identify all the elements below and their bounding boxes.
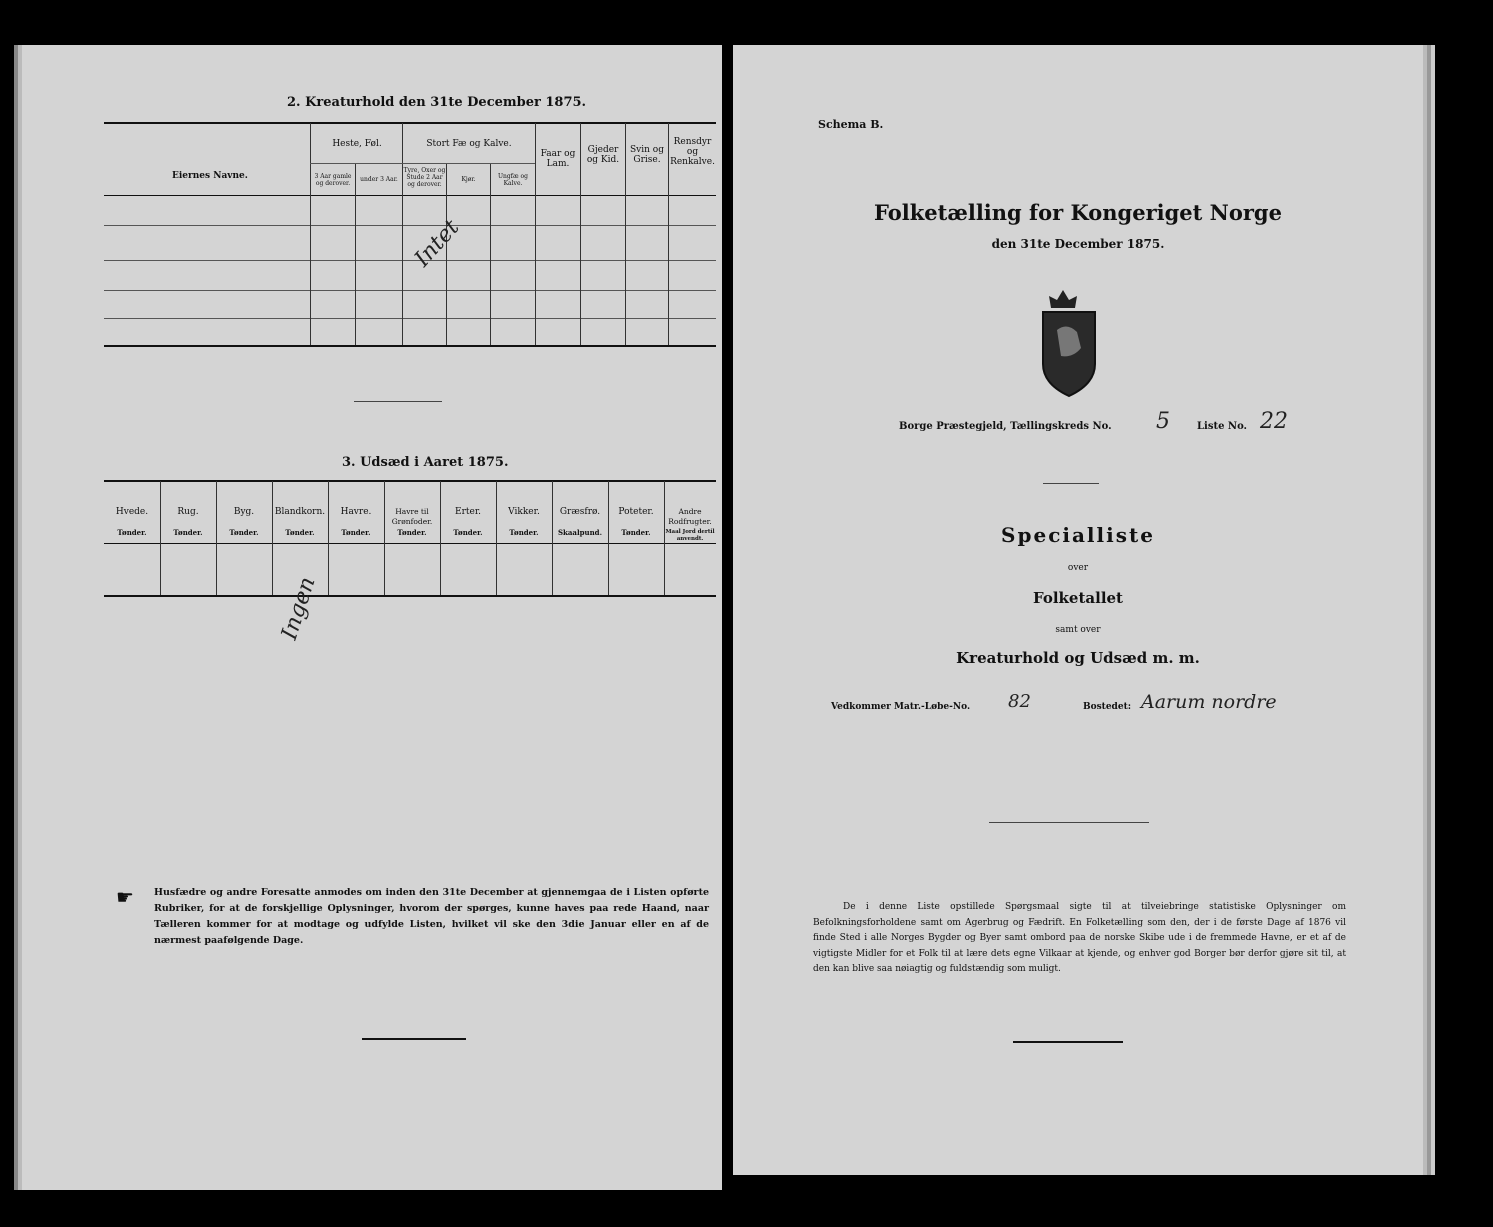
udsaed-col-unit: Tønder. [117,528,147,537]
udsaed-col-divider [440,481,441,595]
udsaed-col-unit: Tønder. [453,528,483,537]
date-line: den 31te December 1875. [991,237,1165,251]
udsaed-col-unit: Tønder. [341,528,371,537]
section3-title: 3. Udsæd i Aaret 1875. [342,455,509,470]
udsaed-col-name: Blandkorn. [274,507,326,517]
udsaed-col-name: Poteter. [618,507,654,517]
liste-label: Liste No. [1197,421,1248,432]
pointing-hand-icon: ☛ [116,885,134,909]
udsaed-col-name: Havre til Grønfoder. [391,507,433,526]
udsaed-col-name: Vikker. [508,507,540,517]
udsaed-col-unit: Maal Jord dertil anvendt. [665,529,715,542]
udsaed-col-name: Byg. [233,507,255,517]
faar-header: Faar og Lam. [540,149,576,169]
main-title: Folketælling for Kongeriget Norge [874,200,1282,225]
kreaturhold-heading: Kreaturhold og Udsæd m. m. [956,649,1200,667]
owner-header: Eiernes Navne. [172,171,248,181]
heste-sub1: 3 Aar gamle og derover. [314,173,352,187]
svin-header: Svin og Grise. [630,145,664,165]
udsaed-col-divider [608,481,609,595]
gjeder-header: Gjeder og Kid. [586,145,620,165]
udsaed-col-name: Græsfrø. [559,507,601,517]
liste-number: 22 [1260,409,1288,434]
udsaed-col-divider [496,481,497,595]
stort-sub3: Ungfæ og Kalve. [498,173,528,187]
udsaed-col-unit: Tønder. [229,528,259,537]
schema-label: Schema B. [818,118,884,131]
udsaed-col-divider [664,481,665,595]
heste-header: Heste, Føl. [332,139,382,149]
rensdyr-header: Rensdyr og Renkalve. [670,137,715,167]
udsaed-col-unit: Tønder. [285,528,315,537]
stort-header: Stort Fæ og Kalve. [426,139,512,149]
udsaed-col-divider [384,481,385,595]
udsaed-col-name: Hvede. [115,507,149,517]
udsaed-col-divider [328,481,329,595]
left-page [22,45,722,1190]
district-label: Borge Præstegjeld, Tællingskreds No. [899,421,1112,432]
udsaed-col-unit: Tønder. [509,528,539,537]
udsaed-col-unit: Tønder. [397,528,427,537]
udsaed-col-divider [272,481,273,595]
handwriting-intet: Intet [410,215,465,272]
folketallet-heading: Folketallet [1033,589,1123,607]
district-number: 5 [1156,409,1170,434]
bosted-value: Aarum nordre [1141,691,1277,713]
handwriting-ingen: Ingen [277,573,321,643]
udsaed-col-unit: Tønder. [173,528,203,537]
heste-sub2: under 3 Aar. [360,176,398,183]
samt-over-text: samt over [1055,625,1101,635]
stort-sub1: Tyre, Oxer og Stude 2 Aar og derover. [403,167,446,188]
specialliste-heading: Specialliste [1001,523,1155,547]
udsaed-col-divider [552,481,553,595]
right-page [733,45,1423,1175]
bosted-label: Bostedet: [1083,702,1132,712]
udsaed-col-divider [160,481,161,595]
udsaed-col-divider [216,481,217,595]
udsaed-col-unit: Tønder. [621,528,651,537]
udsaed-col-name: Havre. [340,507,372,517]
udsaed-col-unit: Skaalpund. [557,528,603,537]
notice-text: Husfædre og andre Foresatte anmodes om inden den 31te December at gjennemgaa de i Listen opførte Rubriker, for at de forskjellige Oplysninger, hvorom der spørges, kunne haves paa rede Haand, naar Tælleren kommer for at modtage og udfylde Listen, hvilket vil ske den 3die Januar eller en af de nærmest paafølgende Dage. [154,887,709,946]
matr-number: 82 [1008,691,1031,712]
matr-label: Vedkommer Matr.-Løbe-No. [831,702,971,712]
footer-text: De i denne Liste opstillede Spørgsmaal sigte til at tilveiebringe statistiske Oplysninger om Befolkningsforholdene samt om Agerbrug og Fædrift. En Folketælling som den, der i de første Dage af 1876 vil finde Sted i alle Norges Bygder og Byer samt ombord paa de norske Skibe ude i de fremmede Havne, er et af de vigtigste Midler for et Folk til at lære dets egne Vilkaar at kjende, og enhver god Borger bør derfor gjøre sit til, at den kan blive saa nøiagtig og fuldstændig som muligt. [813,902,1346,974]
udsaed-col-name: Rug. [177,507,199,517]
stort-sub2: Kjør. [461,176,476,183]
udsaed-col-name: Andre Rodfrugter. [668,507,712,526]
over-text-1: over [1067,563,1089,573]
udsaed-col-name: Erter. [455,507,481,517]
section2-title: 2. Kreaturhold den 31te December 1875. [287,95,587,110]
